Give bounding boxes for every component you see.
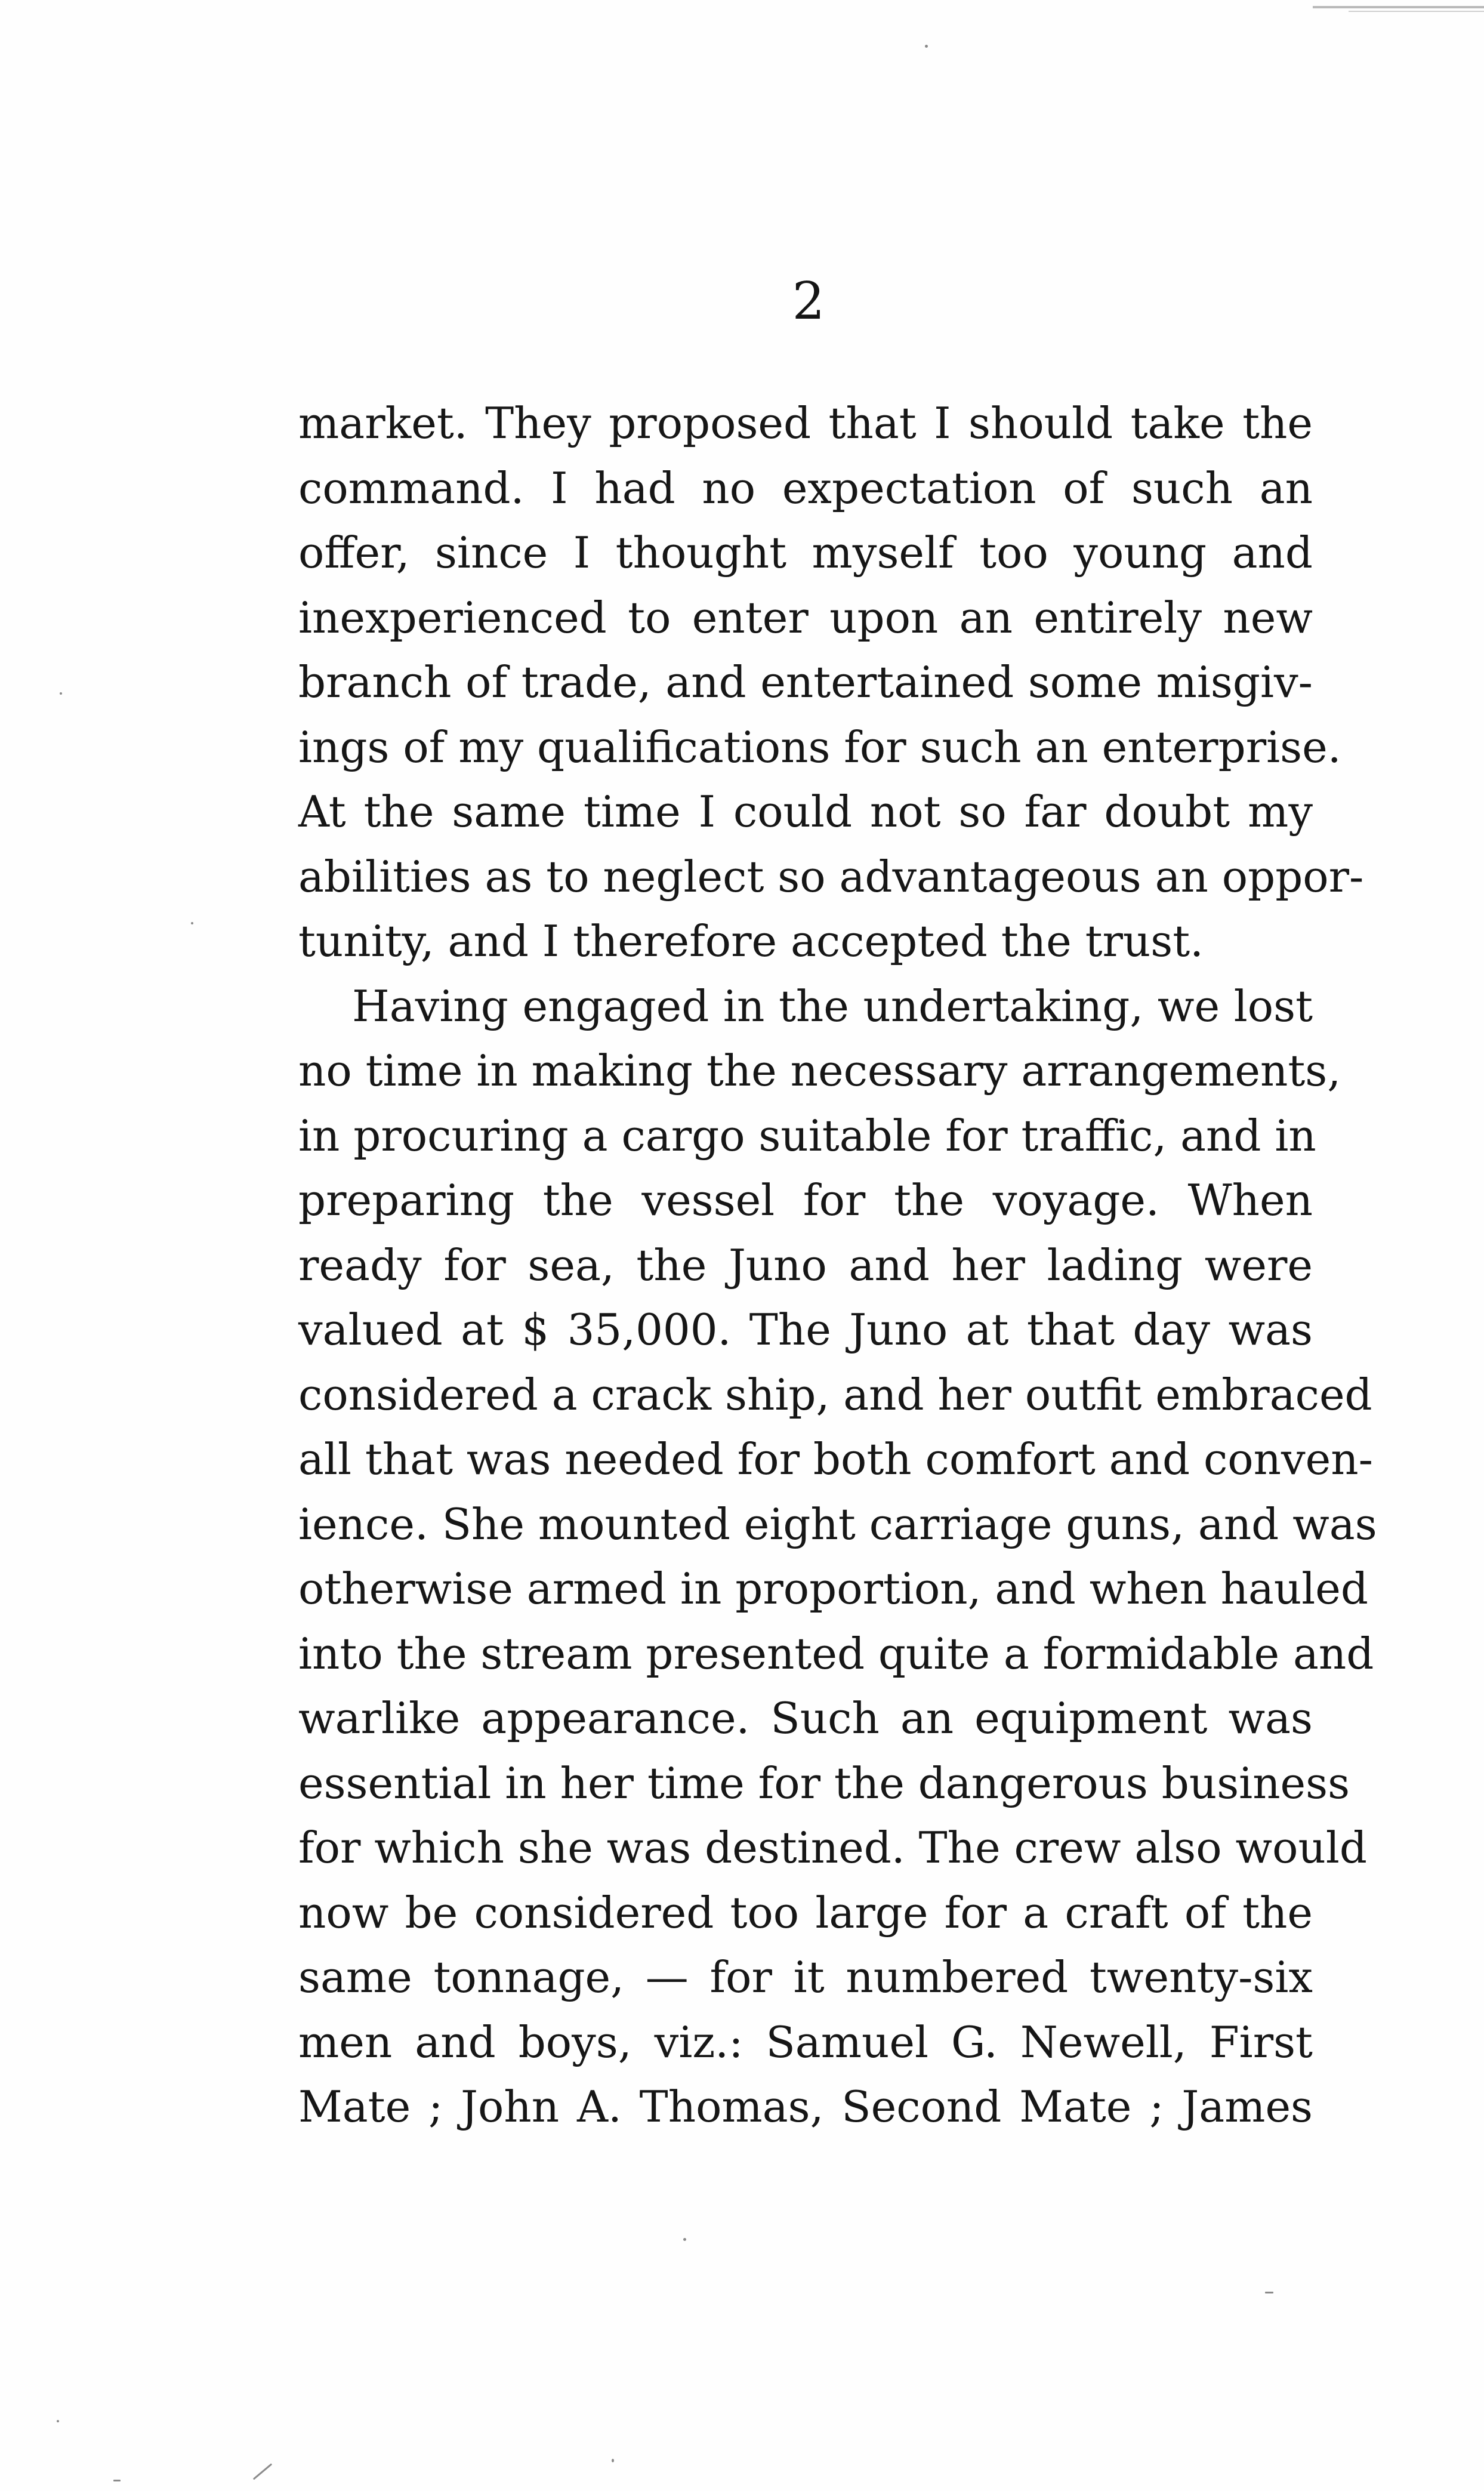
text-line: same tonnage, — for it numbered twenty-six [298, 1952, 1313, 2002]
text-line: preparing the vessel for the voyage. When [298, 1175, 1313, 1225]
page-number: 2 [792, 272, 825, 331]
text-line: now be considered too large for a craft of the [298, 1887, 1313, 1938]
text-line: all that was needed for both comfort and conven- [298, 1434, 1373, 1484]
print-speck [57, 2420, 59, 2422]
text-line: ings of my qualifications for such an enterprise. [298, 722, 1341, 772]
text-line: offer, since I thought myself too young and [298, 528, 1313, 578]
text-line: ience. She mounted eight carriage guns, and was [298, 1499, 1377, 1549]
text-line: into the stream presented quite a formidable and [298, 1628, 1374, 1679]
text-line: Mate ; John A. Thomas, Second Mate ; James [298, 2082, 1313, 2132]
text-line: otherwise armed in proportion, and when hauled [298, 1564, 1368, 1614]
print-speck [60, 692, 62, 695]
text-line: At the same time I could not so far doubt my [298, 787, 1313, 837]
text-line: valued at $ 35,000. The Juno at that day was [298, 1305, 1313, 1355]
text-line: command. I had no expectation of such an [298, 463, 1313, 513]
print-speck [925, 45, 928, 48]
text-line: ready for sea, the Juno and her lading were [298, 1240, 1313, 1290]
text-line: abilities as to neglect so advantageous an oppor- [298, 851, 1364, 902]
text-line-paragraph-end: tunity, and I therefore accepted the trust. [298, 916, 1204, 966]
text-line: for which she was destined. The crew also would [298, 1823, 1367, 1873]
text-line-paragraph-start: Having engaged in the undertaking, we lost [352, 981, 1313, 1031]
print-speck [683, 2238, 686, 2241]
text-line: branch of trade, and entertained some misgiv- [298, 657, 1313, 707]
print-speck [612, 2459, 614, 2462]
text-line: considered a crack ship, and her outfit embraced [298, 1369, 1372, 1420]
print-speck [191, 922, 193, 924]
text-line: no time in making the necessary arrangements, [298, 1046, 1341, 1096]
text-line: warlike appearance. Such an equipment was [298, 1693, 1313, 1743]
text-line: men and boys, viz.: Samuel G. Newell, First [298, 2017, 1313, 2067]
page-edge-rule-thin [1349, 11, 1484, 12]
print-speck [1265, 2292, 1273, 2293]
body-text [298, 391, 1377, 2139]
print-speck [253, 2463, 273, 2480]
print-speck [113, 2480, 121, 2481]
text-line: inexperienced to enter upon an entirely new [298, 592, 1313, 643]
text-line: market. They proposed that I should take the [298, 398, 1313, 448]
page-edge-rule [1313, 6, 1484, 8]
text-line: essential in her time for the dangerous business [298, 1758, 1350, 1808]
text-line: in procuring a cargo suitable for traffic, and in [298, 1110, 1316, 1161]
